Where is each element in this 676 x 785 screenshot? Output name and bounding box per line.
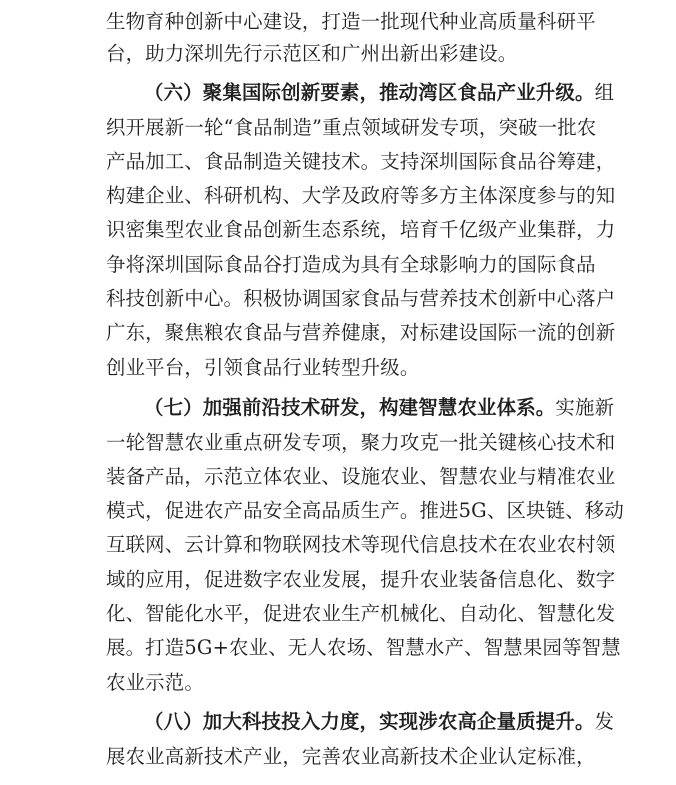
line-text: 模式，促进农产品安全高品质生产。推进5G、区块链、移动 xyxy=(106,499,624,522)
text-line xyxy=(106,352,576,384)
line-text: 广东，聚焦粮农食品与营养健康，对标建设国际一流的创新 xyxy=(106,321,616,344)
text-line xyxy=(106,283,616,315)
line-text: 创业平台，引领食品行业转型升级。 xyxy=(106,356,420,379)
line-text: 织开展新一轮“食品制造”重点领域研发专项，突破一批农 xyxy=(106,116,597,139)
line-text: 装备产品，示范立体农业、设施农业、智慧农业与精准农业 xyxy=(106,465,616,488)
text-line xyxy=(106,146,616,178)
line-text: 展。打造5G+农业、无人农场、智慧水产、智慧果园等智慧 xyxy=(106,636,621,659)
text-line xyxy=(106,38,576,70)
text-line xyxy=(106,495,624,527)
text-line xyxy=(106,598,616,630)
text-line xyxy=(106,632,621,664)
text-line xyxy=(106,564,616,596)
text-line xyxy=(106,667,576,699)
line-text: 产品加工、食品制造关键技术。支持深圳国际食品谷筹建， xyxy=(106,150,616,173)
line-text: 生物育种创新中心建设，打造一批现代种业高质量科研平 xyxy=(106,10,596,33)
line-text: 实施新 xyxy=(555,396,615,419)
text-line xyxy=(106,249,596,281)
text-line xyxy=(106,180,616,212)
paragraph-heading-line xyxy=(144,706,615,738)
text-line xyxy=(106,427,616,459)
text-line xyxy=(106,214,616,246)
text-line xyxy=(106,741,596,773)
section-heading: （七）加强前沿技术研发，构建智慧农业体系。 xyxy=(144,396,556,419)
paragraph-heading-line xyxy=(144,392,615,424)
section-heading: （八）加大科技投入力度，实现涉农高企量质提升。 xyxy=(144,710,595,733)
line-text: 农业示范。 xyxy=(106,671,204,694)
line-text: 互联网、云计算和物联网技术等现代信息技术在农业农村领 xyxy=(106,533,616,556)
line-text: 发 xyxy=(594,710,615,733)
text-line xyxy=(106,529,616,561)
text-line xyxy=(106,112,597,144)
line-text: 化、智能化水平，促进农业生产机械化、自动化、智慧化发 xyxy=(106,602,616,625)
line-text: 争将深圳国际食品谷打造成为具有全球影响力的国际食品 xyxy=(106,253,596,276)
line-text: 一轮智慧农业重点研发专项，聚力攻克一批关键核心技术和 xyxy=(106,431,616,454)
text-line xyxy=(106,6,596,38)
line-text: 展农业高新技术产业，完善农业高新技术企业认定标准， xyxy=(106,745,596,768)
section-heading: （六）聚集国际创新要素，推动湾区食品产业升级。 xyxy=(144,81,595,104)
line-text: 组 xyxy=(594,81,615,104)
text-line xyxy=(106,317,616,349)
text-line xyxy=(106,461,616,493)
paragraph-heading-line xyxy=(144,77,615,109)
line-text: 台，助力深圳先行示范区和广州出新出彩建设。 xyxy=(106,42,518,65)
line-text: 识密集型农业食品创新生态系统，培育千亿级产业集群，力 xyxy=(106,218,616,241)
line-text: 科技创新中心。积极协调国家食品与营养技术创新中心落户 xyxy=(106,287,616,310)
line-text: 构建企业、科研机构、大学及政府等多方主体深度参与的知 xyxy=(106,184,616,207)
line-text: 域的应用，促进数字农业发展，提升农业装备信息化、数字 xyxy=(106,568,616,591)
